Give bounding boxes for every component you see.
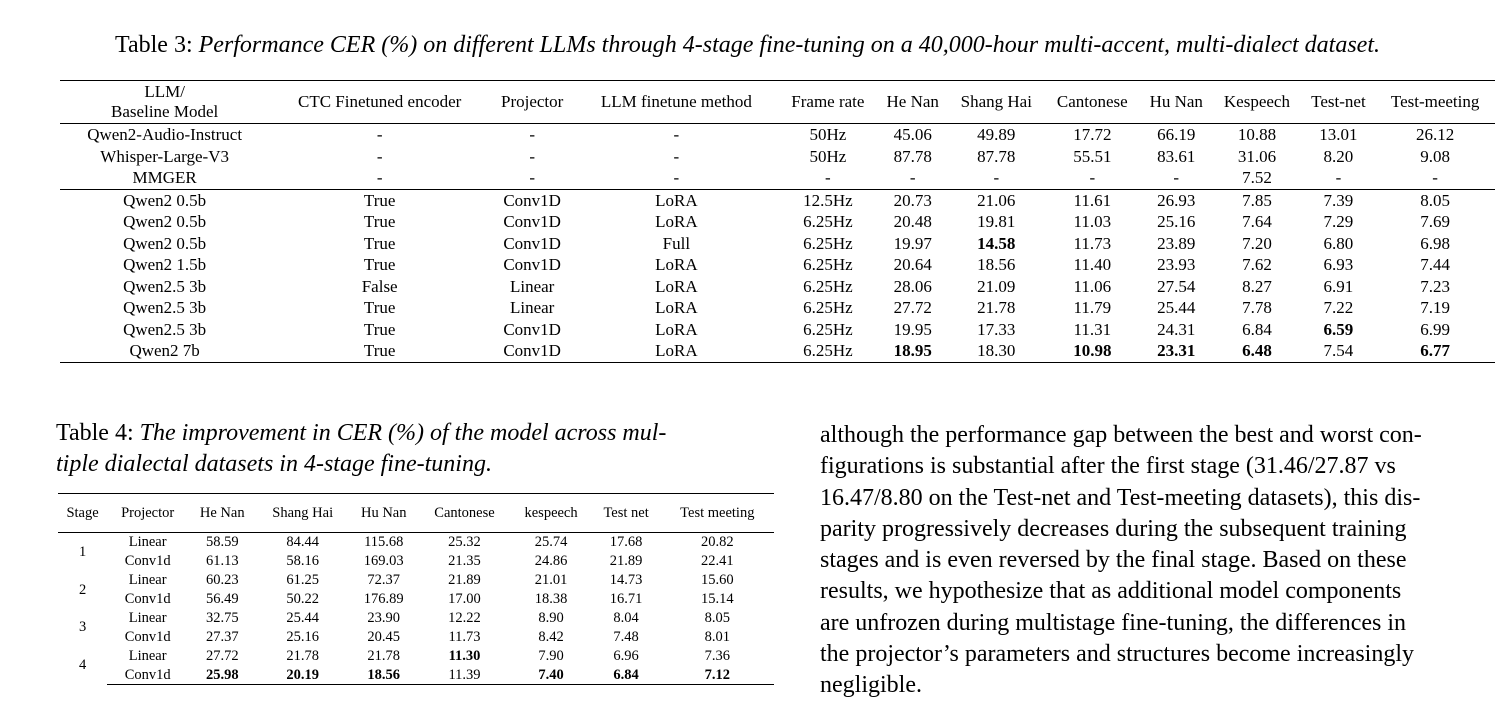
body-line: parity progressively decreases during the subsequent training: [820, 515, 1407, 542]
table3-cell: [1140, 340, 1212, 362]
table3-cell: 25.16: [1157, 212, 1196, 232]
table4-stage-cell: 1: [78, 543, 87, 560]
table4-cell: 24.86: [534, 553, 568, 570]
table3-cell: 11.79: [1073, 298, 1112, 318]
table4-cell: 60.23: [205, 572, 239, 589]
table3-cell: LoRA: [655, 212, 698, 232]
table3-cell-bold: 18.95: [893, 341, 932, 361]
table3-cell: 19.97: [893, 233, 932, 253]
table3-cell: Qwen2-Audio-Instruct: [87, 125, 243, 145]
table4-cell: Linear: [128, 610, 167, 626]
table3-cell: 6.80: [1323, 233, 1354, 253]
table3-cell: 12.5Hz: [778, 189, 877, 211]
body-line: negligible.: [820, 672, 922, 699]
table3-cell: 20.48: [893, 212, 932, 232]
table3-cell: Conv1D: [503, 319, 561, 339]
table4-stage-cell: 3: [78, 619, 87, 636]
table4-cell: 176.89: [363, 591, 404, 608]
table4-cell: 25.44: [286, 610, 319, 626]
table4-header-cell: Test net: [592, 494, 661, 533]
table3-cell: 7.54: [1302, 340, 1376, 362]
table3-cell: Linear: [509, 298, 555, 318]
table4-cell: 15.60: [701, 572, 734, 589]
table3-cell: 21.09: [977, 276, 1016, 296]
table4-cell: [418, 646, 510, 665]
table4-stage-cell: 2: [78, 581, 87, 598]
table4-cell: 72.37: [367, 572, 401, 589]
table3-cell: LoRA: [655, 255, 698, 275]
table4-cell: 61.25: [286, 572, 319, 589]
table3-cell: Linear: [509, 276, 555, 296]
table3-header-cell: Test-meeting: [1375, 81, 1495, 124]
table4-cell-bold: 7.40: [538, 666, 564, 683]
table4-header-cell: Stage: [58, 494, 107, 533]
table3-cell: Qwen2 0.5b: [123, 233, 207, 253]
table3-cell: 18.30: [948, 340, 1044, 362]
table-row: [58, 665, 774, 684]
table3-cell: 8.05: [1375, 189, 1495, 211]
table3-cell-bold: 6.77: [1420, 341, 1450, 361]
table3-cell: -: [529, 146, 535, 166]
table4-cell: 32.75: [205, 610, 239, 626]
table3-cell: 20.73: [877, 189, 948, 211]
body-line: results, we hypothesize that as additional model components: [820, 578, 1402, 605]
table3-cell-bold: 10.98: [1073, 341, 1112, 361]
table4-cell: Conv1d: [124, 591, 171, 608]
table3-cell: Conv1D: [503, 233, 561, 253]
table3-cell: 6.25Hz: [803, 212, 853, 232]
table3-cell: 7.29: [1323, 212, 1354, 232]
table3-cell: 6.25Hz: [803, 319, 853, 339]
table3-header-cell: Frame rate: [778, 81, 877, 124]
table4-cell: Linear: [128, 534, 167, 551]
table3-cell-bold: 6.59: [1323, 319, 1354, 339]
table3-cell: 83.61: [1157, 146, 1196, 166]
table3-cell: 6.25Hz: [803, 276, 853, 296]
table3-label: Table 3:: [114, 32, 193, 58]
table4-cell: 11.73: [448, 628, 481, 645]
table3-cell: 13.01: [1319, 125, 1358, 145]
table4-header-row: [58, 494, 774, 533]
table4-cell: 22.41: [701, 553, 734, 570]
table4-cell: 58.59: [205, 534, 239, 551]
body-line: stages and is even reversed by the final stage. Based on these: [820, 547, 1407, 574]
table4-cell: 18.38: [534, 591, 568, 608]
table4-cell: 61.13: [205, 553, 239, 570]
table3-cell: 19.81: [977, 212, 1016, 232]
table4-cell: 23.90: [367, 610, 401, 626]
table3-cell: -: [1335, 168, 1342, 188]
table4-cell: 58.16: [286, 553, 319, 570]
table3-cell: Qwen2 1.5b: [123, 255, 207, 275]
table4-cell: 17.68: [609, 534, 643, 551]
table3-cell: 28.06: [893, 276, 932, 296]
table3-header-cell: LLM/ Baseline Model: [60, 81, 269, 124]
table3-header-cell: LLM finetune method: [574, 81, 778, 124]
table4-cell: 8.42: [538, 628, 564, 645]
table3-cell: 7.52: [1242, 168, 1272, 188]
table3-cell-bold: 23.31: [1157, 341, 1196, 361]
table3-cell: True: [363, 212, 396, 232]
table3-header-row: [60, 81, 1495, 124]
table3-title: Performance CER (%) on different LLMs through 4-stage fine-tuning on a 40,000-hour multi-accent, multi-dialect dataset.: [198, 32, 1380, 58]
table3-cell: 7.23: [1420, 276, 1450, 296]
body-line: although the performance gap between the best and worst con-: [820, 422, 1422, 448]
table4-cell-bold: 18.56: [367, 666, 401, 683]
table3-cell: Qwen2.5 3b: [123, 276, 207, 296]
table3-cell: 45.06: [893, 125, 932, 145]
table-row: [60, 319, 1495, 341]
table3-cell: [1375, 340, 1495, 362]
table3-cell: -: [529, 168, 535, 188]
table-row: [60, 254, 1495, 276]
table3-cell: -: [673, 146, 680, 166]
table3-cell: 11.06: [1073, 276, 1112, 296]
table3-cell: 49.89: [977, 125, 1016, 145]
table3-cell: LoRA: [574, 189, 778, 211]
body-line: are unfrozen during multistage fine-tuning, the differences in: [820, 609, 1407, 636]
table-row: [60, 276, 1495, 298]
table4-cell: [661, 665, 774, 684]
table4-cell: 15.14: [701, 591, 734, 608]
table3-cell: 17.72: [1073, 125, 1112, 145]
table4-title-line-2: tiple dialectal datasets in 4-stage fine-tuning.: [56, 451, 492, 477]
table-row: [60, 211, 1495, 233]
table3-header-cell: Test-net: [1302, 81, 1376, 124]
table4-cell: 50.22: [286, 591, 319, 608]
table4-cell: 25.74: [534, 534, 568, 551]
table3-cell: 11.40: [1073, 255, 1112, 275]
table3-cell: -: [529, 125, 535, 145]
table4-cell: 6.96: [613, 647, 639, 664]
table4-cell: 8.90: [538, 610, 564, 626]
table4-cell-bold: 25.98: [205, 666, 239, 683]
table3-caption: [0, 32, 1495, 59]
table4-cell: 8.04: [613, 610, 639, 626]
table-row: [58, 627, 774, 646]
table4-header-cell: Shang Hai: [256, 494, 349, 533]
table3-cell: 26.12: [1416, 125, 1455, 145]
table3-cell: -: [673, 168, 680, 188]
table3-cell: Qwen2.5 3b: [123, 298, 207, 318]
table4-header-cell: Hu Nan: [349, 494, 418, 533]
table3-cell: True: [363, 298, 396, 318]
table3-cell: True: [269, 189, 490, 211]
table-row: [60, 189, 1495, 211]
table4-cell: 8.01: [704, 628, 730, 645]
table4-cell: 7.90: [538, 647, 564, 664]
table3-header-cell: Kespeech: [1212, 81, 1301, 124]
table3-cell: 10.88: [1237, 125, 1277, 145]
table3-cell: LoRA: [655, 298, 698, 318]
table4-cell: Conv1d: [124, 553, 171, 570]
table4-cell: Linear: [128, 572, 167, 589]
table3-cell: 8.20: [1323, 146, 1354, 166]
table4-cell-bold: 11.30: [448, 647, 481, 664]
table3-cell: 87.78: [893, 146, 932, 166]
table4-cell: 115.68: [364, 534, 404, 551]
table3-cell: 18.56: [977, 255, 1016, 275]
table3-cell: Qwen2 0.5b: [60, 189, 269, 211]
table3-cell: Qwen2 0.5b: [123, 212, 207, 232]
table3-cell: 21.78: [977, 298, 1016, 318]
table3-cell: 7.64: [1242, 212, 1272, 232]
table3-header-cell: Hu Nan: [1140, 81, 1212, 124]
table4-caption: [56, 418, 776, 480]
body-paragraph: [820, 420, 1495, 702]
table-row: [58, 552, 774, 571]
table3-cell: [948, 233, 1044, 255]
table4-header-cell: kespeech: [511, 494, 592, 533]
table3-cell: 6.25Hz: [778, 340, 877, 362]
table4-cell: 169.03: [363, 553, 404, 570]
table3-cell-bold: 14.58: [977, 233, 1016, 253]
table3-cell: [1302, 319, 1376, 341]
table-row: [60, 233, 1495, 255]
table4-title-line-1: The improvement in CER (%) of the model across mul-: [139, 420, 667, 446]
table3-cell: 11.03: [1073, 212, 1112, 232]
table3-cell: Full: [662, 233, 691, 253]
table3-cell: -: [993, 168, 1000, 188]
table4-body: [58, 533, 774, 685]
table3: [60, 80, 1495, 363]
table3-body: [60, 124, 1495, 363]
table4-header-cell: He Nan: [188, 494, 256, 533]
table3-cell: 11.73: [1073, 233, 1112, 253]
table3-cell: 8.27: [1242, 276, 1272, 296]
table4-cell: 27.72: [205, 647, 239, 664]
table4-cell: 21.01: [534, 572, 568, 589]
table-row: [60, 146, 1495, 168]
table4-cell: 56.49: [205, 591, 239, 608]
table3-cell: 6.93: [1323, 255, 1354, 275]
table3-cell: True: [363, 233, 396, 253]
table4-cell-bold: 7.12: [704, 666, 730, 683]
table3-header-cell: Projector: [490, 81, 574, 124]
table3-cell: 6.91: [1323, 276, 1354, 296]
table4-cell: 7.48: [613, 628, 639, 645]
table3-cell: Qwen2.5 3b: [123, 319, 207, 339]
table3-cell: Qwen2 7b: [60, 340, 269, 362]
table4-cell-bold: 6.84: [613, 666, 639, 683]
table3-cell-bold: 6.48: [1242, 341, 1272, 361]
table3-cell: 7.22: [1323, 298, 1354, 318]
table4-stage-cell: 4: [78, 657, 87, 674]
table4-cell: 21.89: [609, 553, 643, 570]
table3-header-cell: CTC Finetuned encoder: [269, 81, 490, 124]
table4-label: Table 4:: [56, 420, 134, 446]
table3-cell: 55.51: [1073, 146, 1112, 166]
table3-cell: 17.33: [977, 319, 1016, 339]
table-row: [58, 571, 774, 590]
body-line: 16.47/8.80 on the Test-net and Test-meeting datasets), this dis-: [820, 484, 1421, 511]
table3-cell: [1212, 340, 1301, 362]
table4-cell: 25.16: [286, 628, 319, 645]
table3-cell: -: [376, 125, 383, 145]
table4-cell: Conv1d: [124, 628, 171, 645]
table3-cell: 87.78: [977, 146, 1016, 166]
table3-cell: LoRA: [574, 340, 778, 362]
table3-cell: -: [1089, 168, 1096, 188]
table3-cell: -: [376, 146, 383, 166]
table3-cell: 7.85: [1212, 189, 1301, 211]
table4-cell: Linear: [128, 647, 167, 664]
table3-cell: True: [363, 319, 396, 339]
table-row: [58, 646, 774, 665]
table3-cell: 20.64: [893, 255, 932, 275]
table-row: [60, 297, 1495, 319]
table3-cell: False: [361, 276, 398, 296]
table4-cell: 21.78: [367, 647, 401, 664]
table4-cell: 21.78: [286, 647, 319, 664]
table3-header-cell: Cantonese: [1044, 81, 1140, 124]
table4-cell: 17.00: [448, 591, 481, 608]
table3-cell: 7.20: [1242, 233, 1272, 253]
table3-cell: 6.99: [1420, 319, 1450, 339]
table4-cell: 7.36: [704, 647, 730, 664]
table4-cell: 11.39: [418, 665, 510, 684]
table3-cell: 11.31: [1073, 319, 1112, 339]
table3-cell: 9.08: [1420, 146, 1450, 166]
table3-cell: 6.84: [1242, 319, 1272, 339]
table3-cell: 27.72: [893, 298, 932, 318]
table4-cell-bold: 20.19: [286, 666, 319, 683]
table3-cell: Conv1D: [490, 340, 574, 362]
table3-cell: LoRA: [655, 276, 698, 296]
table3-cell: 7.62: [1242, 255, 1272, 275]
table4-header-cell: Projector: [107, 494, 188, 533]
table4-cell: [188, 665, 256, 684]
table3-cell: -: [825, 168, 831, 188]
table3-cell: [1044, 340, 1140, 362]
table3-cell: 6.25Hz: [803, 233, 853, 253]
table3-cell: 6.25Hz: [803, 255, 853, 275]
table3-cell: [877, 340, 948, 362]
table3-cell: -: [909, 168, 916, 188]
table3-cell: 23.93: [1157, 255, 1196, 275]
table3-cell: Conv1D: [503, 255, 561, 275]
table3-cell: Conv1D: [503, 212, 561, 232]
table4-cell: [592, 665, 661, 684]
table3-cell: Conv1D: [490, 189, 574, 211]
table4-cell: 12.22: [448, 610, 481, 626]
table3-header-cell: He Nan: [877, 81, 948, 124]
table3-cell: 11.61: [1044, 189, 1140, 211]
table4-cell: 25.32: [448, 534, 481, 551]
table3-cell: 21.06: [948, 189, 1044, 211]
table3-cell: 7.78: [1242, 298, 1272, 318]
table4-cell: 20.45: [367, 628, 401, 645]
table4-cell: [256, 665, 349, 684]
table3-cell: LoRA: [655, 319, 698, 339]
table3-cell: 66.19: [1157, 125, 1196, 145]
table3-cell: 50Hz: [809, 146, 847, 166]
table4-cell: 27.37: [205, 628, 239, 645]
table3-cell: 25.44: [1157, 298, 1196, 318]
table3-cell: 7.69: [1420, 212, 1450, 232]
table4-cell: [511, 665, 592, 684]
table-row: [58, 533, 774, 552]
table-row: [60, 124, 1495, 146]
table3-cell: 19.95: [893, 319, 932, 339]
table3-cell: True: [269, 340, 490, 362]
table3-cell: 26.93: [1140, 189, 1212, 211]
body-line: figurations is substantial after the first stage (31.46/27.87 vs: [820, 453, 1396, 480]
table3-cell: -: [1173, 168, 1180, 188]
table4-header-cell: Test meeting: [661, 494, 774, 533]
table4-cell: 16.71: [609, 591, 643, 608]
table3-cell: True: [363, 255, 396, 275]
table3-cell: 7.39: [1302, 189, 1376, 211]
table-row: [60, 167, 1495, 189]
table3-cell: 31.06: [1237, 146, 1277, 166]
body-line: the projector’s parameters and structures become increasingly: [820, 641, 1414, 668]
table4-cell: Conv1d: [107, 665, 188, 684]
table4-cell: 8.05: [704, 610, 730, 626]
table3-cell: 23.89: [1157, 233, 1196, 253]
table3-header-cell: Shang Hai: [948, 81, 1044, 124]
table4-cell: [349, 665, 418, 684]
table4-cell: 21.89: [448, 572, 481, 589]
table3-cell: 50Hz: [809, 125, 847, 145]
table3-cell: 27.54: [1157, 276, 1196, 296]
table3-cell: -: [673, 125, 680, 145]
table4-cell: 21.35: [448, 553, 481, 570]
table3-cell: MMGER: [132, 168, 197, 188]
table-row: [60, 340, 1495, 362]
table3-cell: -: [1432, 168, 1438, 188]
table4-cell: 14.73: [609, 572, 643, 589]
table3-cell: -: [376, 168, 383, 188]
table3-cell: Whisper-Large-V3: [100, 146, 229, 166]
table3-cell: 7.44: [1420, 255, 1450, 275]
table-row: [58, 609, 774, 628]
table3-cell: 6.98: [1420, 233, 1450, 253]
table3-cell: 24.31: [1157, 319, 1196, 339]
table4-header-cell: Cantonese: [418, 494, 510, 533]
table-row: [58, 590, 774, 609]
table4-cell: 20.82: [701, 534, 734, 551]
table4-cell: 84.44: [286, 534, 319, 551]
table4: [58, 493, 774, 685]
table3-cell: 6.25Hz: [803, 298, 853, 318]
table3-cell: 7.19: [1420, 298, 1450, 318]
